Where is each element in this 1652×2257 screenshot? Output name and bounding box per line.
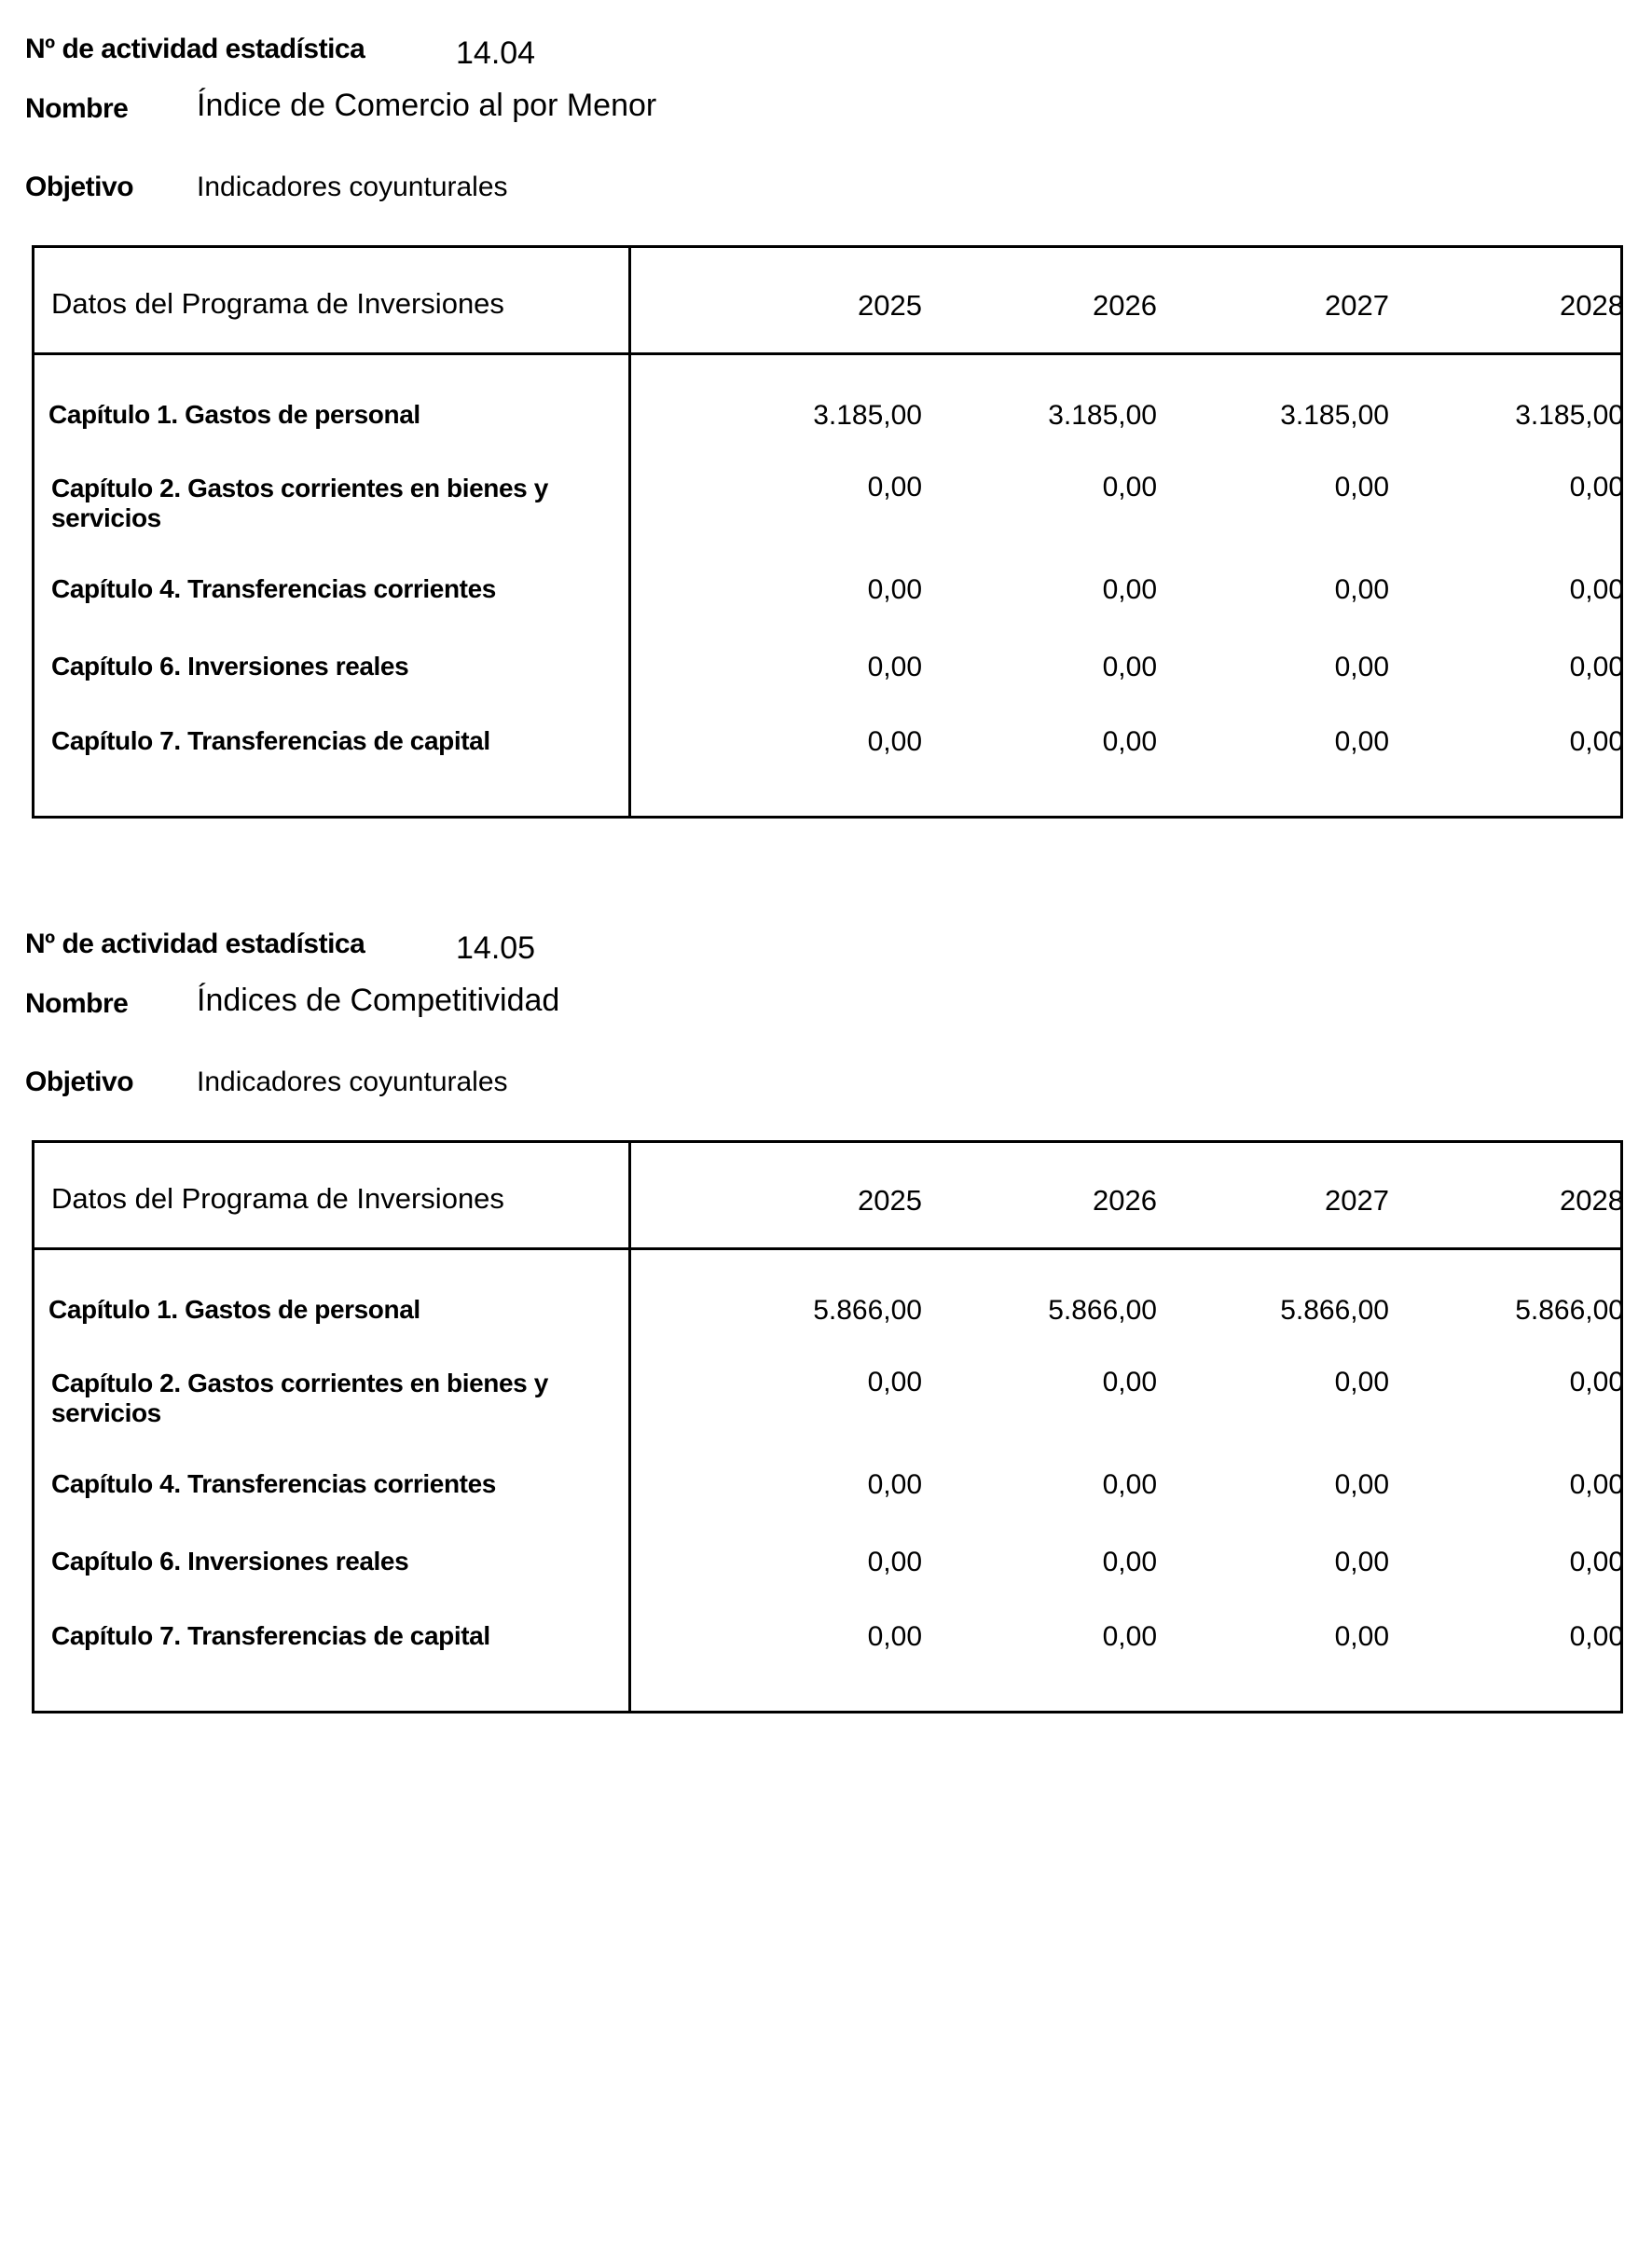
table-cell: 0,00 [1569, 652, 1624, 682]
activity-objective: Indicadores coyunturales [197, 1067, 508, 1097]
table-cell: 0,00 [1102, 574, 1157, 605]
table-cell: 0,00 [1569, 1621, 1624, 1652]
table-cell: 0,00 [867, 1621, 922, 1652]
table-cell: 5.866,00 [1280, 1295, 1389, 1326]
table-row-label: Capítulo 7. Transferencias de capital [51, 726, 490, 755]
table-header-title: Datos del Programa de Inversiones [51, 1182, 504, 1215]
table-cell: 0,00 [1569, 472, 1624, 502]
name-label: Nombre [25, 93, 129, 124]
activity-block [0, 895, 1652, 1734]
header-divider [34, 1247, 1620, 1250]
objective-label: Objetivo [25, 172, 134, 202]
table-row-label: Capítulo 2. Gastos corrientes en bienes y servicios [51, 474, 548, 532]
table-row-label: Capítulo 4. Transferencias corrientes [51, 1469, 496, 1498]
table-row-label: Capítulo 2. Gastos corrientes en bienes y servicios [51, 1369, 548, 1427]
table-row-label: Capítulo 7. Transferencias de capital [51, 1621, 490, 1650]
table-cell: 0,00 [867, 652, 922, 682]
table-cell: 0,00 [1334, 1547, 1389, 1577]
table-row-label: Capítulo 1. Gastos de personal [48, 1295, 420, 1324]
table-cell: 0,00 [1102, 472, 1157, 502]
table-cell: 0,00 [1102, 1367, 1157, 1397]
activity-number: 14.04 [456, 35, 536, 71]
activity-block [0, 0, 1652, 839]
investment-table [32, 245, 1623, 819]
table-cell: 0,00 [867, 472, 922, 502]
table-cell: 0,00 [1569, 726, 1624, 757]
table-cell: 0,00 [867, 1469, 922, 1500]
activity-name: Índices de Competitividad [197, 983, 560, 1018]
table-cell: 5.866,00 [813, 1295, 922, 1326]
table-cell: 0,00 [1334, 472, 1389, 502]
table-cell: 0,00 [1569, 1469, 1624, 1500]
table-row-label: Capítulo 6. Inversiones reales [51, 1547, 409, 1576]
table-cell: 0,00 [867, 1547, 922, 1577]
column-divider [628, 1143, 631, 1711]
table-cell: 0,00 [1102, 1469, 1157, 1500]
year-header: 2026 [1093, 289, 1157, 322]
table-cell: 3.185,00 [1280, 400, 1389, 431]
table-cell: 0,00 [1569, 1367, 1624, 1397]
year-header: 2028 [1560, 1184, 1624, 1217]
table-cell: 0,00 [1334, 1367, 1389, 1397]
activity-number-label: Nº de actividad estadística [25, 34, 365, 64]
table-cell: 0,00 [1569, 1547, 1624, 1577]
table-row-label: Capítulo 4. Transferencias corrientes [51, 574, 496, 603]
table-cell: 0,00 [1334, 1469, 1389, 1500]
name-label: Nombre [25, 988, 129, 1019]
table-cell: 0,00 [867, 726, 922, 757]
table-cell: 0,00 [1102, 1547, 1157, 1577]
objective-label: Objetivo [25, 1067, 134, 1097]
table-cell: 0,00 [1102, 726, 1157, 757]
activity-number-label: Nº de actividad estadística [25, 929, 365, 959]
year-header: 2028 [1560, 289, 1624, 322]
year-header: 2025 [858, 1184, 922, 1217]
table-cell: 3.185,00 [1048, 400, 1157, 431]
year-header: 2025 [858, 289, 922, 322]
table-cell: 3.185,00 [1515, 400, 1624, 431]
year-header: 2027 [1325, 1184, 1389, 1217]
table-cell: 0,00 [867, 574, 922, 605]
table-cell: 0,00 [1334, 726, 1389, 757]
table-cell: 3.185,00 [813, 400, 922, 431]
table-row-label: Capítulo 1. Gastos de personal [48, 400, 420, 429]
table-cell: 5.866,00 [1048, 1295, 1157, 1326]
table-cell: 0,00 [1102, 652, 1157, 682]
table-cell: 0,00 [1334, 652, 1389, 682]
activity-objective: Indicadores coyunturales [197, 172, 508, 202]
activity-number: 14.05 [456, 930, 536, 966]
table-cell: 0,00 [867, 1367, 922, 1397]
table-cell: 5.866,00 [1515, 1295, 1624, 1326]
table-row-label: Capítulo 6. Inversiones reales [51, 652, 409, 681]
header-divider [34, 352, 1620, 355]
year-header: 2026 [1093, 1184, 1157, 1217]
table-cell: 0,00 [1569, 574, 1624, 605]
table-cell: 0,00 [1334, 1621, 1389, 1652]
table-header-title: Datos del Programa de Inversiones [51, 287, 504, 320]
investment-table [32, 1140, 1623, 1713]
table-cell: 0,00 [1102, 1621, 1157, 1652]
table-cell: 0,00 [1334, 574, 1389, 605]
column-divider [628, 248, 631, 816]
year-header: 2027 [1325, 289, 1389, 322]
activity-name: Índice de Comercio al por Menor [197, 88, 657, 123]
